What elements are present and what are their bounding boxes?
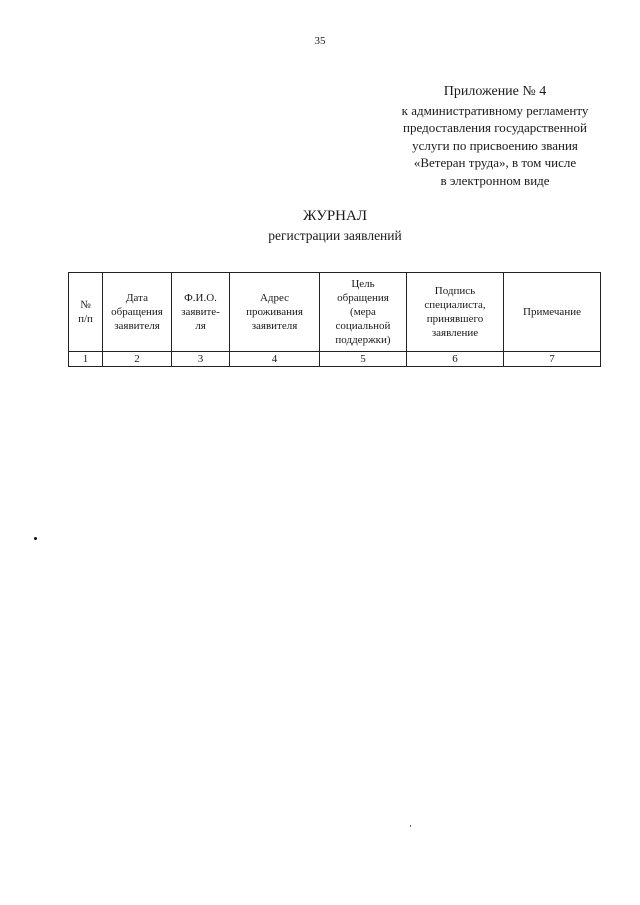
header-text: Дата обращения заявителя <box>111 292 163 332</box>
appendix-block <box>330 83 640 190</box>
header-text: Ф.И.О. заявите- ля <box>181 292 220 332</box>
header-text: Адрес проживания заявителя <box>246 292 303 332</box>
table-header-row <box>69 273 601 352</box>
appendix-line: предоставления государственной <box>403 120 587 136</box>
header-cell-purpose <box>320 273 407 352</box>
column-number-cell: 3 <box>172 352 230 367</box>
page-number: 35 <box>314 35 326 47</box>
header-text: Цель обращения (мера социальной поддержки) <box>335 278 391 346</box>
column-number-cell: 4 <box>230 352 320 367</box>
scan-mark <box>410 825 411 827</box>
column-number-cell: 1 <box>69 352 103 367</box>
column-number-cell: 7 <box>504 352 601 367</box>
appendix-line: услуги по присвоению звания <box>412 137 578 153</box>
header-text: Подпись специалиста, принявшего заявление <box>424 285 486 339</box>
journal-subtitle: регистрации заявлений <box>268 228 402 243</box>
appendix-line: Приложение № 4 <box>443 84 547 99</box>
appendix-line: к административному регламенту <box>401 102 589 118</box>
header-cell-name <box>172 273 230 352</box>
header-text: Примечание <box>523 306 581 318</box>
appendix-line: «Ветеран труда», в том числе <box>413 155 577 171</box>
appendix-line: в электронном виде <box>440 172 550 188</box>
header-cell-signature <box>407 273 504 352</box>
journal-title: ЖУРНАЛ <box>302 208 368 224</box>
header-cell-number <box>69 273 103 352</box>
column-number-cell: 2 <box>103 352 172 367</box>
column-number-cell: 6 <box>407 352 504 367</box>
header-cell-address <box>230 273 320 352</box>
registration-table <box>68 272 601 367</box>
header-text: № п/п <box>78 299 93 325</box>
header-cell-date <box>103 273 172 352</box>
header-cell-note <box>504 273 601 352</box>
column-number-cell: 5 <box>320 352 407 367</box>
table-number-row <box>69 352 601 367</box>
scan-mark <box>34 537 37 540</box>
